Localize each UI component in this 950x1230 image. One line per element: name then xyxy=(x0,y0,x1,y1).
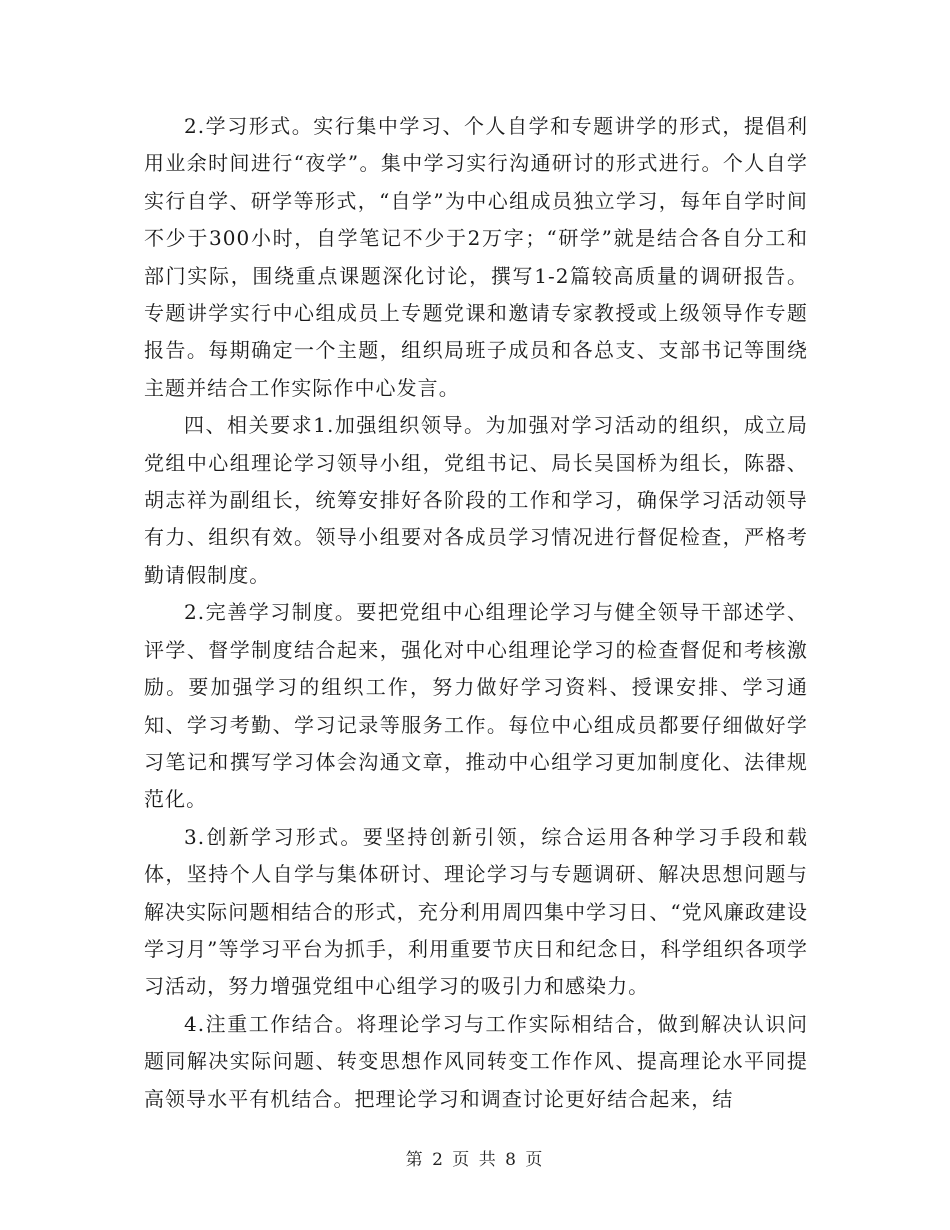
paragraph-study-system: 2.完善学习制度。要把党组中心组理论学习与健全领导干部述学、评学、督学制度结合起来，强化对中心组理论学习的检查督促和考核激励。要加强学习的组织工作，努力做好学习资料、授课安排、学习通知、学习考勤、学习记录等服务工作。每位中心组成员都要仔细做好学习笔记和撰写学习体会沟通文章，推动中心组学习更加制度化、法律规范化。 xyxy=(144,600,808,812)
document-body xyxy=(144,108,808,1118)
paragraph-innovate-format: 3.创新学习形式。要坚持创新引领，综合运用各种学习手段和载体，坚持个人自学与集体研讨、理论学习与专题调研、解决思想问题与解决实际问题相结合的形式，充分利用周四集中学习日、“党风廉政建设学习月”等学习平台为抓手，利用重要节庆日和纪念日，科学组织各项学习活动，努力增强党组中心组学习的吸引力和感染力。 xyxy=(144,824,808,999)
page-number-footer: 第 2 页 共 8 页 xyxy=(405,1150,545,1170)
paragraph-study-format: 2.学习形式。实行集中学习、个人自学和专题讲学的形式，提倡利用业余时间进行“夜学”。集中学习实行沟通研讨的形式进行。个人自学实行自学、研学等形式，“自学”为中心组成员独立学习，每年自学时间不少于300小时，自学笔记不少于2万字；“研学”就是结合各自分工和部门实际，围绕重点课题深化讨论，撰写1-2篇较高质量的调研报告。专题讲学实行中心组成员上专题党课和邀请专家教授或上级领导作专题报告。每期确定一个主题，组织局班子成员和各总支、支部书记等围绕主题并结合工作实际作中心发言。 xyxy=(144,114,808,400)
paragraph-work-integration: 4.注重工作结合。将理论学习与工作实际相结合，做到解决认识问题同解决实际问题、转变思想作风同转变工作作风、提高理论水平同提高领导水平有机结合。把理论学习和调查讨论更好结合起来，结 xyxy=(144,1011,808,1111)
paragraph-organization-leadership: 四、相关要求1.加强组织领导。为加强对学习活动的组织，成立局党组中心组理论学习领导小组，党组书记、局长吴国桥为组长，陈器、胡志祥为副组长，统筹安排好各阶段的工作和学习，确保学习活动领导有力、组织有效。领导小组要对各成员学习情况进行督促检查，严格考勤请假制度。 xyxy=(144,413,808,587)
